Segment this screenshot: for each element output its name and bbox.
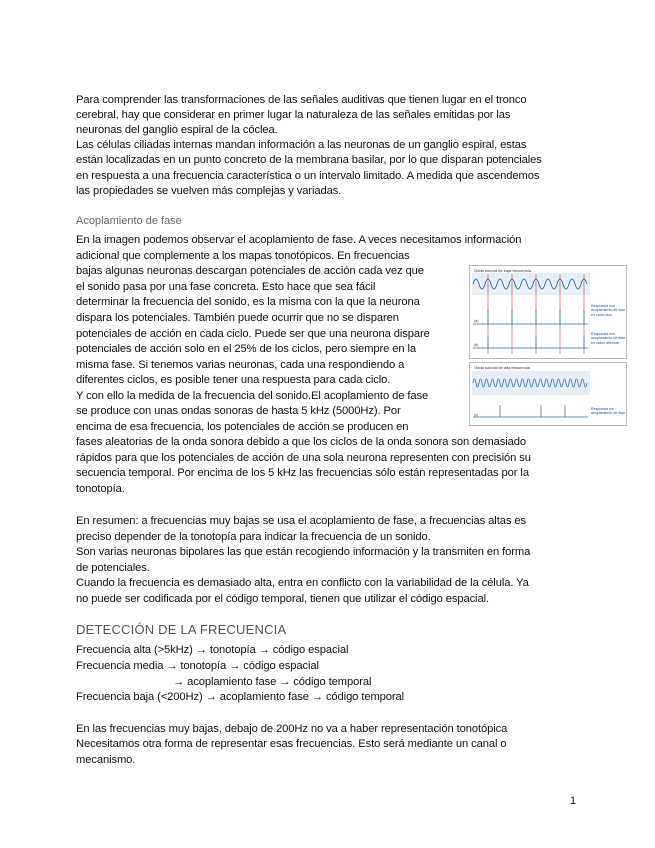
body-line: potenciales de acción en cada ciclo. Puede ser que una neurona dispare bbox=[76, 328, 430, 340]
frequency-line: → acoplamiento fase → código temporal bbox=[173, 676, 372, 688]
body-line: se produce con unas ondas sonoras de hasta 5 kHz (5000Hz). Por bbox=[76, 405, 401, 417]
phase-locking-figure-high bbox=[469, 362, 627, 426]
section-subtitle: Acoplamiento de fase bbox=[76, 215, 182, 227]
frequency-line: Frecuencia alta (>5kHz) → tonotopía → código espacial bbox=[76, 644, 349, 656]
body-line: diferentes ciclos, es posible tener una respuesta para cada ciclo. bbox=[76, 374, 391, 386]
body-line: secuencia temporal. Por encima de los 5 kHz las frecuencias sólo están representadas por la bbox=[76, 467, 529, 479]
summary-line: de potenciales. bbox=[76, 562, 150, 574]
body-line: misma fase. Si tenemos varias neuronas, cada una respondiendo a bbox=[76, 359, 405, 371]
summary-line: preciso depender de la tonotopía para indicar la frecuencia de un sonido. bbox=[76, 531, 431, 543]
body-line: tonotopía. bbox=[76, 483, 125, 495]
intro-line: están localizadas en un punto concreto de la membrana basilar, por lo que disparan potenciales bbox=[76, 154, 542, 166]
page-number: 1 bbox=[570, 795, 577, 807]
body-line: potenciales de acción solo en el 25% de los ciclos, pero siempre en la bbox=[76, 343, 417, 355]
intro-line: en respuesta a una frecuencia característica o un intervalo limitado. A medida que ascendemos bbox=[76, 170, 540, 182]
frequency-line: Frecuencia baja (<200Hz) → acoplamiento fase → código temporal bbox=[76, 691, 405, 703]
label-b: (b) bbox=[474, 343, 479, 347]
section-heading: DETECCIÓN DE LA FRECUENCIA bbox=[76, 622, 287, 637]
body-line: bajas algunas neuronas descargan potenciales de acción cada vez que bbox=[76, 265, 424, 277]
body-line: En la imagen podemos observar el acoplamiento de fase. A veces necesitamos información bbox=[76, 234, 522, 246]
body-line: rápidos para que los potenciales de acción de una sola neurona representen con precisión su bbox=[76, 452, 531, 464]
closing-line: mecanismo. bbox=[76, 754, 136, 766]
response-label-2: Respuesta con acoplamiento de fase en ciclos alternos bbox=[591, 332, 626, 345]
figure-title: Onda sonora de alta frecuencia bbox=[474, 365, 530, 370]
body-line: fases aleatorias de la onda sonora debido a que los ciclos de la onda sonora son demasiado bbox=[76, 436, 526, 448]
phase-locking-figure-low bbox=[469, 265, 627, 359]
summary-line: no puede ser codificada por el código temporal, tienen que utilizar el código espacial. bbox=[76, 593, 489, 605]
body-line: dispara los potenciales. También puede ocurrir que no se disparen bbox=[76, 312, 399, 324]
summary-line: En resumen: a frecuencias muy bajas se usa el acoplamiento de fase, a frecuencias altas es bbox=[76, 515, 526, 527]
body-line: el sonido pasa por una fase concreta. Esto hace que sea fácil bbox=[76, 281, 376, 293]
summary-line: Son varias neuronas bipolares las que están recogiendo información y la transmiten en forma bbox=[76, 546, 531, 558]
body-line: determinar la frecuencia del sonido, es la misma con la que la neurona bbox=[76, 296, 420, 308]
response-label-3: Respuesta sin acoplamiento de fase bbox=[591, 407, 626, 416]
intro-line: Para comprender las transformaciones de las señales auditivas que tienen lugar en el tronco bbox=[76, 94, 527, 106]
figure-title: Onda sonora de baja frecuencia bbox=[474, 268, 531, 273]
body-line: Y con ello la medida de la frecuencia del sonido.El acoplamiento de fase bbox=[76, 390, 429, 402]
body-line: encima de esa frecuencia, los potenciales de acción se producen en bbox=[76, 421, 409, 433]
intro-line: neuronas del ganglio espiral de la cóclea. bbox=[76, 124, 278, 136]
frequency-line: Frecuencia media → tonotopía → código espacial bbox=[76, 660, 319, 672]
label-c: (c) bbox=[474, 413, 479, 417]
wave-panel bbox=[472, 273, 590, 295]
intro-line: Las células ciliadas internas mandan información a las neuronas de un ganglio espiral, estas bbox=[76, 139, 527, 151]
summary-line: Cuando la frecuencia es demasiado alta, entra en conflicto con la variabilidad de la célula. Ya bbox=[76, 577, 529, 589]
body-line: adicional que complemente a los mapas tonotópicos. En frecuencias bbox=[76, 250, 410, 262]
response-label-1: Respuesta con acoplamiento de fase en cada ciclo bbox=[591, 304, 626, 317]
intro-line: cerebral, hay que considerar en primer lugar la naturaleza de las señales emitidas por las bbox=[76, 109, 511, 121]
closing-line: Necesitamos otra forma de representar esas frecuencias. Esto será mediante un canal o bbox=[76, 738, 507, 750]
closing-line: En las frecuencias muy bajas, debajo de 200Hz no va a haber representación tonotópica bbox=[76, 723, 508, 735]
intro-line: las propiedades se vuelven más complejas y variadas. bbox=[76, 185, 342, 197]
label-a: (a) bbox=[474, 319, 479, 323]
